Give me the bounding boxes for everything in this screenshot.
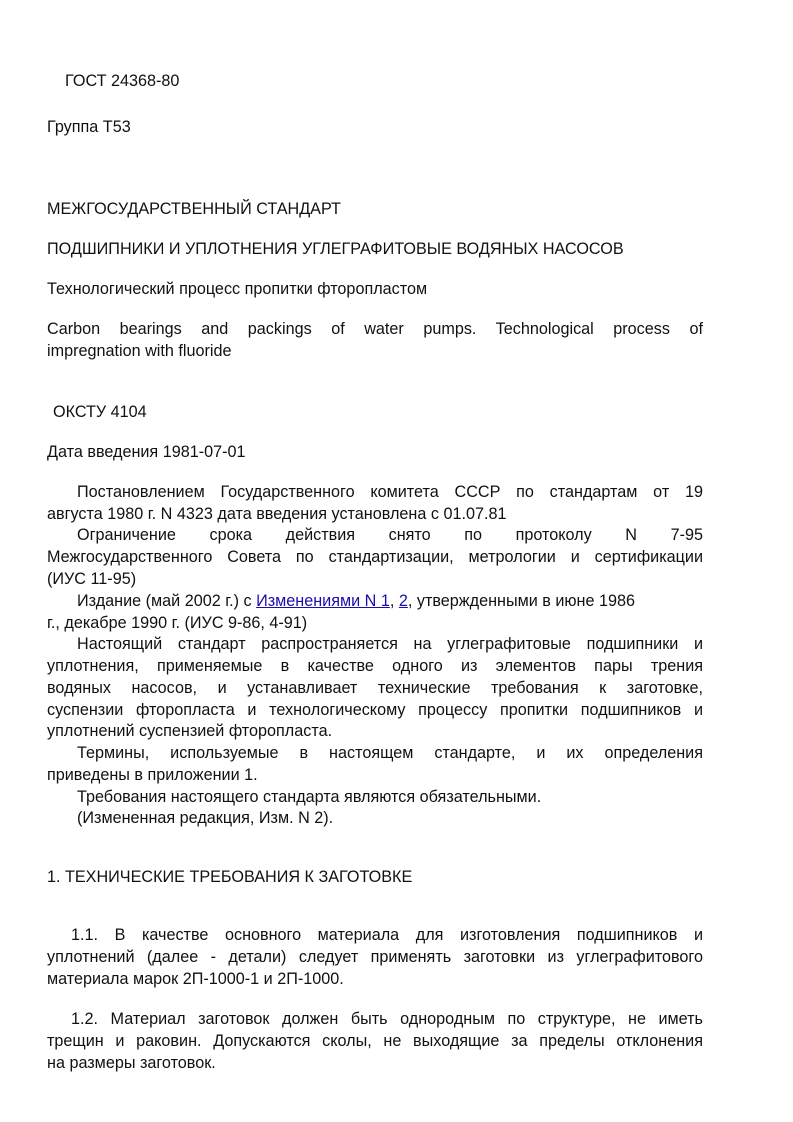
clause-1-1-line-2: уплотнений (далее - детали) следует применять заготовки из углеграфитового xyxy=(47,948,703,966)
group-label: Группа Т53 xyxy=(47,118,131,136)
limitation-line-3: (ИУС 11-95) xyxy=(47,570,137,588)
limitation-line-2: Межгосударственного Совета по стандартизации, метрологии и сертификации xyxy=(47,548,703,566)
okstu-code: ОКСТУ 4104 xyxy=(53,403,147,421)
resolution-line-2: августа 1980 г. N 4323 дата введения установлена с 01.07.81 xyxy=(47,505,507,523)
limitation-line-1: Ограничение срока действия снято по протоколу N 7-95 xyxy=(77,526,703,544)
edition-line-1 xyxy=(77,590,703,612)
clause-1-1-line-1: 1.1. В качестве основного материала для изготовления подшипников и xyxy=(71,926,703,944)
amendment-2-link[interactable]: 2 xyxy=(398,592,408,610)
edition-line-2: г., декабре 1990 г. (ИУС 9-86, 4-91) xyxy=(47,614,308,632)
scope-line-2: уплотнения, применяемые в качестве одного из элементов пары трения xyxy=(47,657,703,675)
gost-number: ГОСТ 24368-80 xyxy=(65,72,180,90)
standard-title: ПОДШИПНИКИ И УПЛОТНЕНИЯ УГЛЕГРАФИТОВЫЕ ВОДЯНЫХ НАСОСОВ xyxy=(47,240,624,258)
scope-line-3: водяных насосов, и устанавливает технические требования к заготовке, xyxy=(47,679,703,697)
clause-1-2-line-3: на размеры заготовок. xyxy=(47,1054,216,1072)
edition-separator: , xyxy=(389,592,399,610)
english-title-line-1: Carbon bearings and packings of water pumps. Technological process of xyxy=(47,320,703,338)
section-1-heading: 1. ТЕХНИЧЕСКИЕ ТРЕБОВАНИЯ К ЗАГОТОВКЕ xyxy=(47,868,413,886)
scope-line-1: Настоящий стандарт распространяется на углеграфитовые подшипники и xyxy=(77,635,703,653)
edition-suffix: , утвержденными в июне 1986 xyxy=(407,592,635,610)
standard-subtitle: Технологический процесс пропитки фторопластом xyxy=(47,280,428,298)
mandatory-note: Требования настоящего стандарта являются обязательными. xyxy=(77,788,542,806)
resolution-line-1: Постановлением Государственного комитета СССР по стандартам от 19 xyxy=(77,483,703,501)
scope-line-4: суспензии фторопласта и технологическому процессу пропитки подшипников и xyxy=(47,701,703,719)
clause-1-2-line-2: трещин и раковин. Допускаются сколы, не выходящие за пределы отклонения xyxy=(47,1032,703,1050)
clause-1-2-line-1: 1.2. Материал заготовок должен быть однородным по структуре, не иметь xyxy=(71,1010,703,1028)
english-title-line-2: impregnation with fluoride xyxy=(47,342,232,360)
terms-line-1: Термины, используемые в настоящем стандарте, и их определения xyxy=(77,744,703,762)
edition-prefix: Издание (май 2002 г.) с xyxy=(77,592,257,610)
scope-line-5: уплотнений суспензией фторопласта. xyxy=(47,722,333,740)
amended-note: (Измененная редакция, Изм. N 2). xyxy=(77,809,334,827)
clause-1-1-line-3: материала марок 2П-1000-1 и 2П-1000. xyxy=(47,970,344,988)
standard-type: МЕЖГОСУДАРСТВЕННЫЙ СТАНДАРТ xyxy=(47,200,341,218)
intro-date: Дата введения 1981-07-01 xyxy=(47,443,246,461)
amendment-1-link[interactable]: Изменениями N 1 xyxy=(256,592,390,610)
terms-line-2: приведены в приложении 1. xyxy=(47,766,258,784)
